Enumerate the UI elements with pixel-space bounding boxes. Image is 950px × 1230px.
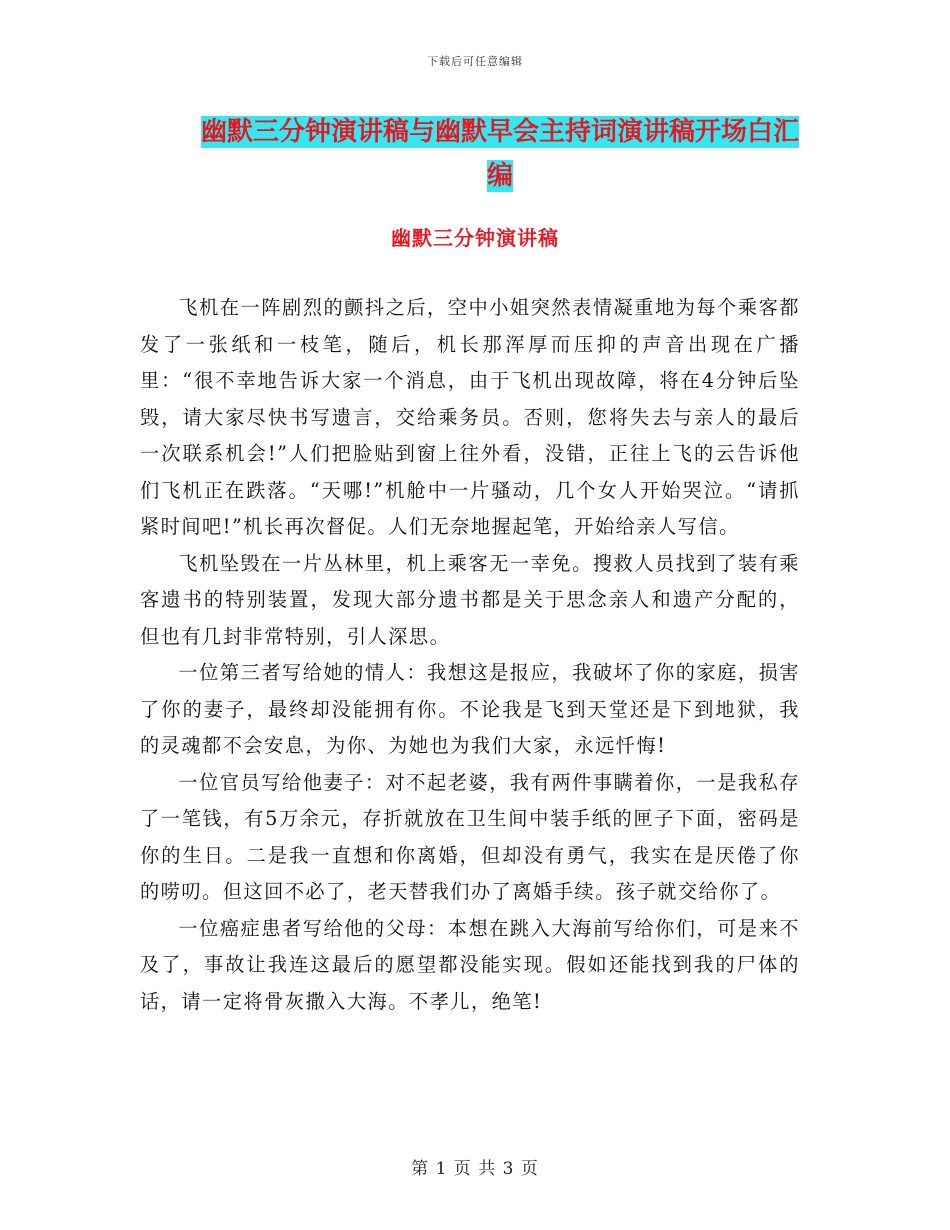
section-title: 幽默三分钟演讲稿 [391,226,559,250]
document-body [140,290,800,1020]
paragraph: 一位第三者写给她的情人：我想这是报应，我破坏了你的家庭，损害了你的妻子，最终却没能拥有你。不论我是飞到天堂还是下到地狱，我的灵魂都不会安息，为你、为她也为我们大家，永远忏悔! [140,661,800,757]
paragraph: 飞机坠毁在一片丛林里，机上乘客无一幸免。搜救人员找到了装有乘客遗书的特别装置，发现大部分遗书都是关于思念亲人和遗产分配的，但也有几封非常特别，引人深思。 [140,551,800,648]
paragraph: 飞机在一阵剧烈的颤抖之后，空中小姐突然表情凝重地为每个乘客都发了一张纸和一枝笔，随后，机长那浑厚而压抑的声音出现在广播里：“很不幸地告诉大家一个消息，由于飞机出现故障，将在4分钟后坠毁，请大家尽快书写遗言，交给乘务员。否则，您将失去与亲人的最后一次联系机会!”人们把脸贴到窗上往外看，没错，正往上飞的云告诉他们飞机正在跌落。“天哪!”机舱中一片骚动，几个女人开始哭泣。“请抓紧时间吧!”机长再次督促。人们无奈地握起笔，开始给亲人写信。 [140,296,800,538]
page-number: 第 1 页 共 3 页 [411,1159,539,1179]
document-title [195,110,805,198]
paragraph: 一位官员写给他妻子：对不起老婆，我有两件事瞒着你，一是我私存了一笔钱，有5万余元，存折就放在卫生间中装手纸的匣子下面，密码是你的生日。二是我一直想和你离婚，但却没有勇气，我实在是厌倦了你的唠叨。但这回不必了，老天替我们办了离婚手续。孩子就交给你了。 [140,770,800,903]
paragraph: 一位癌症患者写给他的父母：本想在跳入大海前写给你们，可是来不及了，事故让我连这最后的愿望都没能实现。假如还能找到我的尸体的话，请一定将骨灰撒入大海。不孝儿，绝笔! [140,916,800,1013]
document-title-text: 幽默三分钟演讲稿与幽默早会主持词演讲稿开场白汇编 [200,117,799,191]
header-note: 下载后可任意编辑 [427,55,523,68]
